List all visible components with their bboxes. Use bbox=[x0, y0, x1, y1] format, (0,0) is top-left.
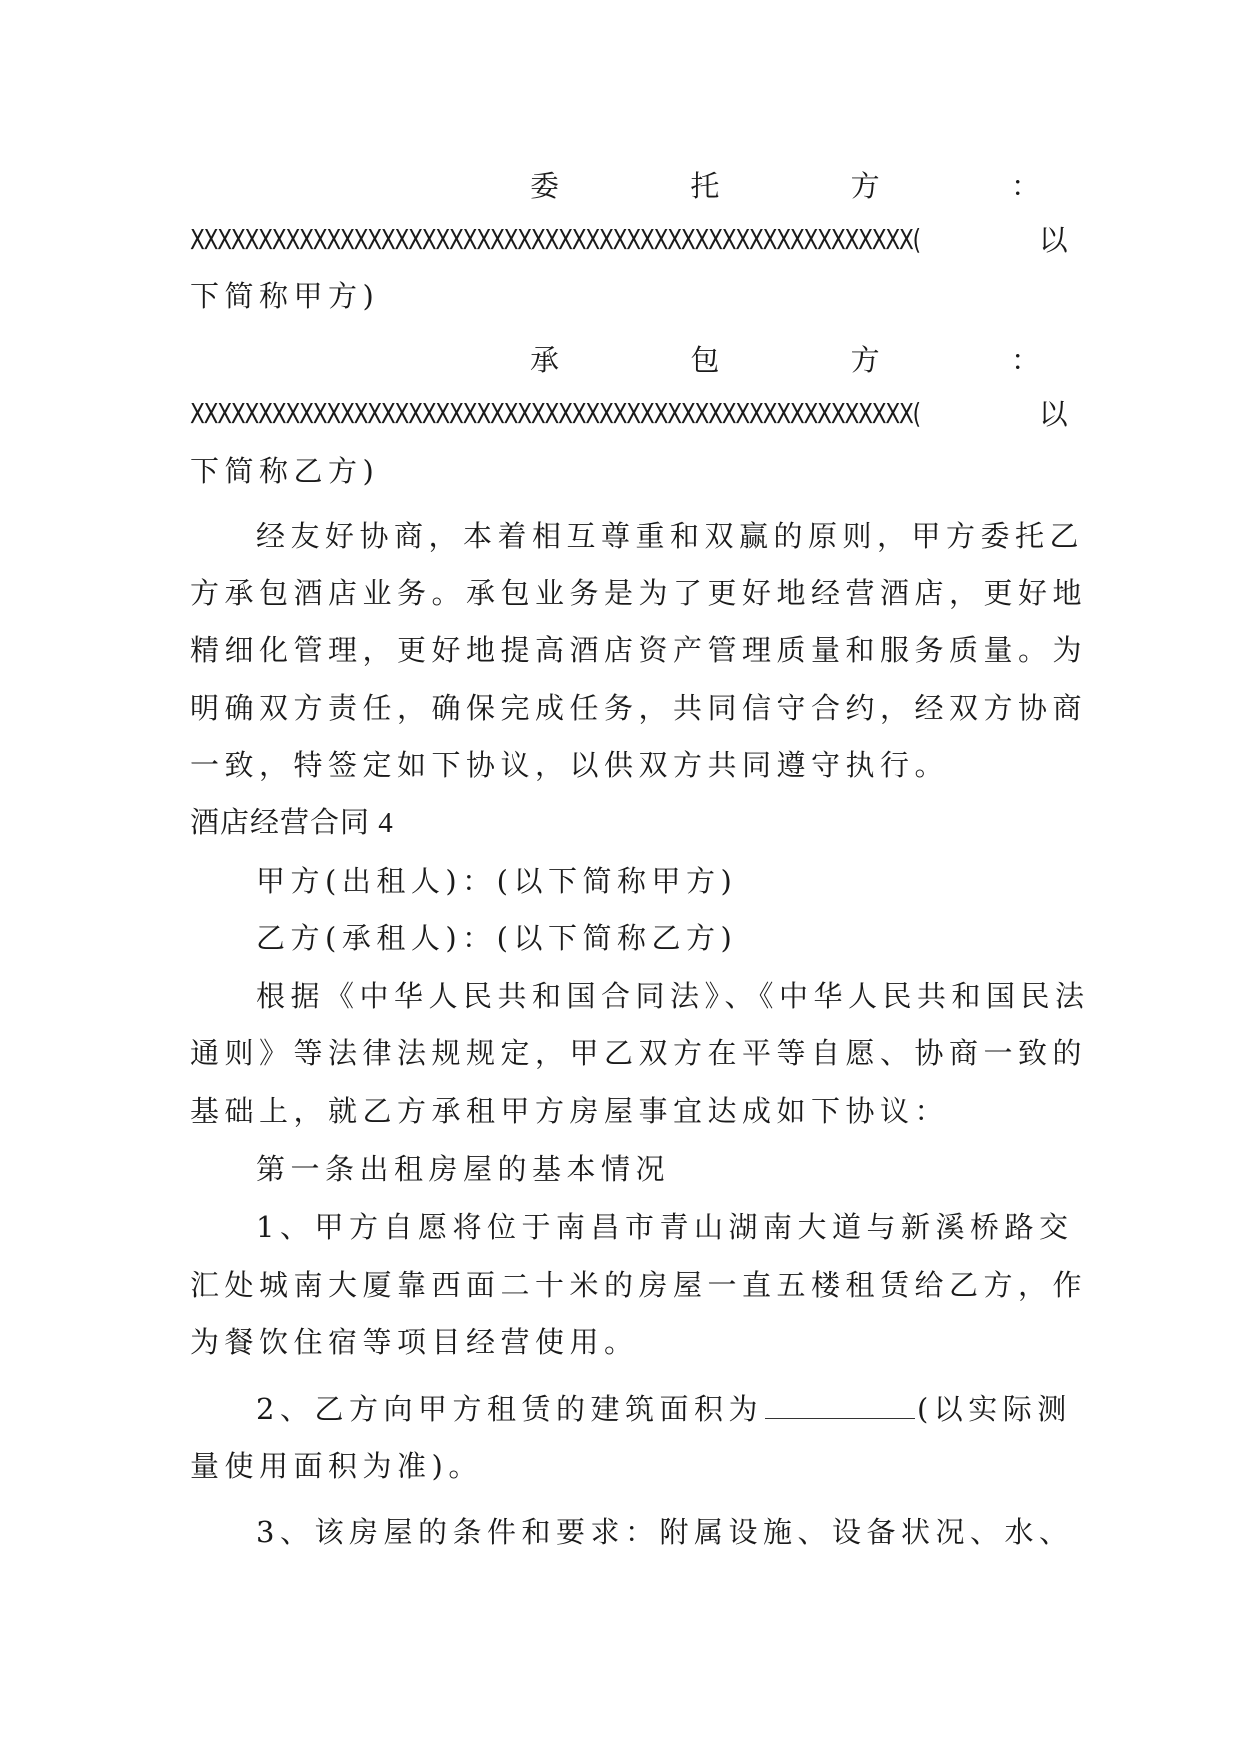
basis-line: 基础上，就乙方承租甲方房屋事宜达成如下协议： bbox=[190, 1094, 950, 1128]
item2-line bbox=[256, 1389, 1072, 1429]
party-a-yi: 以 bbox=[1038, 223, 1068, 257]
party-a-name: XXXXXXXXXXXXXXXXXXXXXXXXXXXXXXXXXXXXXXXXXXXXXXXXXXXXX( bbox=[190, 223, 920, 256]
party-b-short: 下简称乙方) bbox=[190, 454, 380, 488]
item1-line: 为餐饮住宿等项目经营使用。 bbox=[190, 1325, 639, 1359]
party-b-label-char: 包 bbox=[690, 343, 720, 377]
intro-line: 明确双方责任，确保完成任务，共同信守合约，经双方协商 bbox=[190, 691, 1088, 725]
lessor-line: 甲方(出租人)：(以下简称甲方) bbox=[256, 864, 738, 898]
intro-line: 经友好协商，本着相互尊重和双赢的原则，甲方委托乙 bbox=[256, 519, 1085, 553]
party-a-name-row bbox=[190, 220, 1068, 260]
intro-line: 精细化管理，更好地提高酒店资产管理质量和服务质量。为 bbox=[190, 633, 1088, 667]
item2-suffix: (以实际测 bbox=[916, 1392, 1072, 1426]
item1-line: 1、甲方自愿将位于南昌市青山湖南大道与新溪桥路交 bbox=[256, 1210, 1074, 1244]
party-b-name: XXXXXXXXXXXXXXXXXXXXXXXXXXXXXXXXXXXXXXXXXXXXXXXXXXXXX( bbox=[190, 397, 920, 430]
basis-line: 根据《中华人民共和国合同法》、《中华人民共和国民法 bbox=[256, 979, 1090, 1013]
party-a-label-char: 方 bbox=[850, 169, 880, 203]
article1-title: 第一条出租房屋的基本情况 bbox=[256, 1152, 671, 1186]
area-blank bbox=[765, 1392, 915, 1419]
party-b-label bbox=[530, 340, 1040, 380]
party-a-label-char: 托 bbox=[690, 169, 720, 203]
party-b-label-char: ： bbox=[1010, 343, 1040, 377]
party-a-label-char: ： bbox=[1010, 169, 1040, 203]
item2-prefix: 2、乙方向甲方租赁的建筑面积为 bbox=[256, 1392, 763, 1426]
intro-line: 方承包酒店业务。承包业务是为了更好地经营酒店，更好地 bbox=[190, 576, 1088, 610]
section-title: 酒店经营合同 4 bbox=[190, 807, 394, 839]
party-a-short: 下简称甲方) bbox=[190, 279, 380, 313]
party-b-name-row bbox=[190, 394, 1068, 434]
item3-line: 3、该房屋的条件和要求：附属设施、设备状况、水、 bbox=[256, 1515, 1074, 1549]
party-a-label bbox=[530, 166, 1040, 206]
party-b-label-char: 承 bbox=[530, 343, 560, 377]
intro-line: 一致，特签定如下协议，以供双方共同遵守执行。 bbox=[190, 748, 950, 782]
basis-line: 通则》等法律法规规定，甲乙双方在平等自愿、协商一致的 bbox=[190, 1036, 1088, 1070]
party-b-label-char: 方 bbox=[850, 343, 880, 377]
lessee-line: 乙方(承租人)：(以下简称乙方) bbox=[256, 921, 738, 955]
party-a-label-char: 委 bbox=[530, 169, 560, 203]
item1-line: 汇处城南大厦靠西面二十米的房屋一直五楼租赁给乙方，作 bbox=[190, 1268, 1088, 1302]
item2-line2: 量使用面积为准)。 bbox=[190, 1449, 483, 1483]
party-b-yi: 以 bbox=[1038, 397, 1068, 431]
